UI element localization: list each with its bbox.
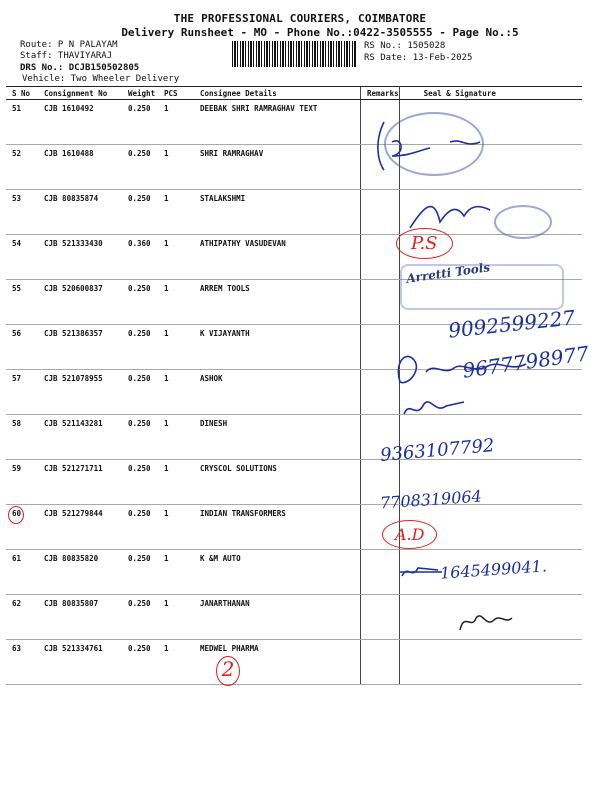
row-weight: 0.250 [122, 100, 158, 145]
page-mark: 2 [216, 656, 240, 686]
signature-63 [456, 606, 516, 636]
col-weight: Weight [122, 87, 158, 100]
initials-54: P.S [396, 228, 453, 259]
rs-number: RS No.: 1505028 [364, 41, 446, 51]
col-sno: S No [6, 87, 38, 100]
row-pcs: 1 [158, 595, 194, 640]
col-consignee: Consignee Details [194, 87, 361, 100]
row-consignment-no: CJB 1610492 [38, 100, 122, 145]
row-pcs: 1 [158, 415, 194, 460]
row-consignee: JANARTHANAN [194, 595, 361, 640]
row-consignee: SHRI RAMRAGHAV [194, 145, 361, 190]
row-pcs: 1 [158, 280, 194, 325]
row-weight: 0.250 [122, 190, 158, 235]
row-sno: 60 [6, 505, 38, 550]
phone-56: 9092599227 [447, 305, 577, 343]
table-row [6, 460, 582, 505]
row-sno: 55 [6, 280, 38, 325]
drs-number: DRS No.: DCJB150502805 [20, 63, 140, 73]
table-header-row [6, 87, 582, 100]
row-consignee: ASHOK [194, 370, 361, 415]
row-consignment-no: CJB 521143281 [38, 415, 122, 460]
row-weight: 0.250 [122, 460, 158, 505]
col-consignment: Consignment No [38, 87, 122, 100]
row-sno: 58 [6, 415, 38, 460]
row-sno: 61 [6, 550, 38, 595]
row-sno: 63 [6, 640, 38, 685]
company-name: THE PROFESSIONAL COURIERS, COIMBATORE [173, 12, 427, 25]
row-consignee: DEEBAK SHRI RAMRAGHAV TEXT [194, 100, 361, 145]
row-pcs: 1 [158, 460, 194, 505]
row-weight: 0.250 [122, 550, 158, 595]
signature-51 [370, 112, 510, 182]
seal-stamp-55 [400, 264, 564, 310]
row-weight: 0.250 [122, 370, 158, 415]
row-pcs: 1 [158, 505, 194, 550]
row-consignee: INDIAN TRANSFORMERS [194, 505, 361, 550]
row-consignee: CRYSCOL SOLUTIONS [194, 460, 361, 505]
row-consignment-no: CJB 80835874 [38, 190, 122, 235]
phone-62: 1645499041. [439, 556, 548, 583]
row-consignment-no: CJB 521078955 [38, 370, 122, 415]
row-consignee: K &M AUTO [194, 550, 361, 595]
row-consignee: ARREM TOOLS [194, 280, 361, 325]
phone-59: 9363107792 [379, 435, 496, 466]
row-consignment-no: CJB 521279844 [38, 505, 122, 550]
row-sno: 62 [6, 595, 38, 640]
row-consignee: DINESH [194, 415, 361, 460]
row-pcs: 1 [158, 325, 194, 370]
row-seal-signature [399, 640, 582, 685]
row-consignment-no: CJB 80835820 [38, 550, 122, 595]
row-sno: 54 [6, 235, 38, 280]
row-weight: 0.250 [122, 505, 158, 550]
col-seal-signature: Seal & Signature [399, 87, 582, 100]
col-pcs: PCS [158, 87, 194, 100]
row-consignee: ATHIPATHY VASUDEVAN [194, 235, 361, 280]
initials-61: A.D [382, 520, 437, 549]
rs-date: RS Date: 13-Feb-2025 [364, 53, 473, 63]
row-sno: 52 [6, 145, 38, 190]
signature-58 [400, 392, 470, 422]
row-consignment-no: CJB 521333430 [38, 235, 122, 280]
signature-62 [398, 560, 444, 582]
phone-57: 9677798977 [460, 341, 591, 383]
vehicle-label: Vehicle: Two Wheeler Delivery [22, 74, 180, 84]
table-row [6, 415, 582, 460]
row-weight: 0.250 [122, 325, 158, 370]
row-sno: 53 [6, 190, 38, 235]
runsheet-subtitle: Delivery Runsheet - MO - Phone No.:0422-3505555 - Page No.:5 [121, 26, 519, 39]
row-consignment-no: CJB 1610488 [38, 145, 122, 190]
table-row [6, 640, 582, 685]
stamp-text-55: Arretti Tools [405, 260, 491, 286]
staff-label: Staff: THAVIYARAJ [20, 51, 113, 61]
row-weight: 0.250 [122, 415, 158, 460]
signature-57 [392, 342, 532, 390]
phone-60: 7708319064 [379, 486, 483, 513]
row-61-circle-mark [8, 506, 24, 524]
row-pcs: 1 [158, 145, 194, 190]
table-row [6, 505, 582, 550]
route-label: Route: P N PALAYAM [20, 40, 118, 50]
row-remarks [361, 595, 400, 640]
row-pcs: 1 [158, 100, 194, 145]
row-sno: 56 [6, 325, 38, 370]
row-weight: 0.250 [122, 595, 158, 640]
row-consignment-no: CJB 521386357 [38, 325, 122, 370]
row-remarks [361, 280, 400, 325]
row-consignee: MEDWEL PHARMA [194, 640, 361, 685]
row-consignee: STALAKSHMI [194, 190, 361, 235]
row-pcs: 1 [158, 550, 194, 595]
row-consignee: K VIJAYANTH [194, 325, 361, 370]
row-remarks [361, 550, 400, 595]
row-remarks [361, 235, 400, 280]
row-consignment-no: CJB 520600837 [38, 280, 122, 325]
row-consignment-no: CJB 80835807 [38, 595, 122, 640]
row-sno: 57 [6, 370, 38, 415]
row-weight: 0.360 [122, 235, 158, 280]
row-sno: 51 [6, 100, 38, 145]
row-sno: 59 [6, 460, 38, 505]
row-pcs: 1 [158, 190, 194, 235]
row-pcs: 1 [158, 370, 194, 415]
row-remarks [361, 640, 400, 685]
row-consignment-no: CJB 521334761 [38, 640, 122, 685]
row-pcs: 1 [158, 235, 194, 280]
row-weight: 0.250 [122, 280, 158, 325]
row-weight: 0.250 [122, 640, 158, 685]
row-consignment-no: CJB 521271711 [38, 460, 122, 505]
col-remarks: Remarks [361, 87, 400, 100]
barcode [232, 41, 356, 67]
row-weight: 0.250 [122, 145, 158, 190]
row-pcs: 1 [158, 640, 194, 685]
row-remarks [361, 190, 400, 235]
seal-stamp-53 [494, 205, 552, 239]
